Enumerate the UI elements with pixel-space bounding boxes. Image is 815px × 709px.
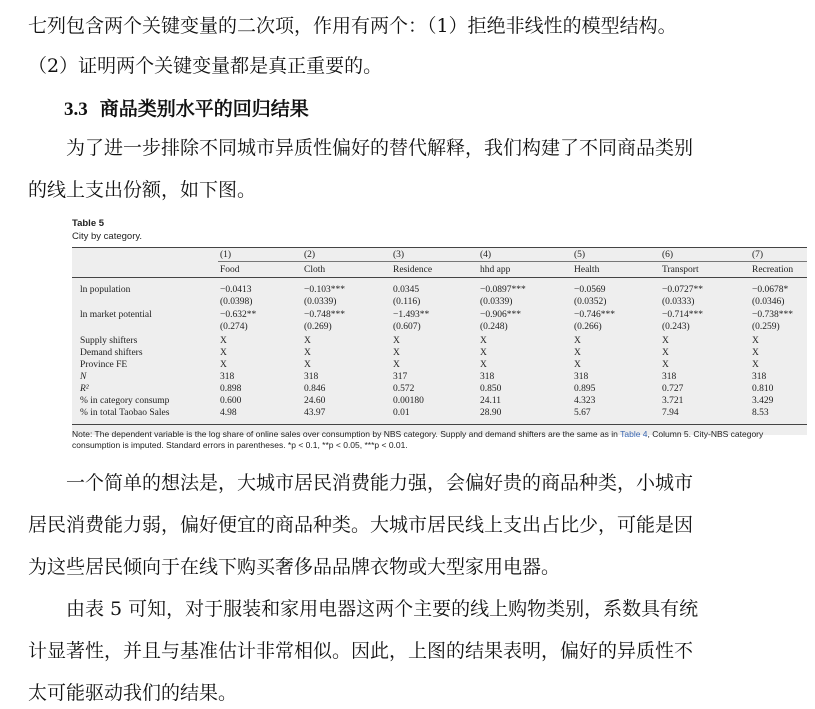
table-rule-bottom [72, 424, 807, 425]
table-cell: (0.0339) [304, 297, 337, 307]
table-cell: −0.746*** [574, 310, 615, 320]
paragraph-line: 计显著性，并且与基准估计非常相似。因此，上图的结果表明，偏好的异质性不 [28, 640, 694, 662]
table-cell: X [574, 336, 581, 346]
table-cell: 7.94 [662, 408, 679, 418]
table-cell: 5.67 [574, 408, 591, 418]
table-cell: X [662, 348, 669, 358]
table-cell: (0.116) [393, 297, 421, 307]
table-cell: (0.0346) [752, 297, 785, 307]
table-cell: 43.97 [304, 408, 326, 418]
table-cell: −0.748*** [304, 310, 345, 320]
table-cell: 0.727 [662, 384, 684, 394]
table-cell: 0.572 [393, 384, 415, 394]
table-4-link[interactable]: Table 4 [620, 429, 648, 439]
table-cell: −0.0678* [752, 285, 789, 295]
table-cell: (0.607) [393, 322, 421, 332]
table-rule-header [72, 277, 807, 278]
table-subtitle: City by category. [72, 231, 143, 242]
column-number: (1) [220, 250, 232, 260]
section-number: 3.3 [64, 99, 88, 120]
table-cell: X [304, 360, 311, 370]
row-label: N [80, 372, 87, 382]
column-number: (5) [574, 250, 586, 260]
column-header: hhd app [480, 265, 511, 275]
table-cell: X [220, 348, 227, 358]
table-cell: (0.248) [480, 322, 508, 332]
table-cell: (0.269) [304, 322, 332, 332]
row-label: Supply shifters [80, 336, 138, 346]
table-cell: 8.53 [752, 408, 769, 418]
table-cell: 0.846 [304, 384, 326, 394]
table-cell: 0.00180 [393, 396, 424, 406]
column-header: Food [220, 265, 240, 275]
table-cell: X [752, 336, 759, 346]
row-label: ln market potential [80, 310, 152, 320]
table-cell: X [574, 348, 581, 358]
table-cell: −0.0413 [220, 285, 252, 295]
paragraph-line: 为了进一步排除不同城市异质性偏好的替代解释，我们构建了不同商品类别 [66, 137, 694, 159]
row-label: ln population [80, 285, 131, 295]
table-cell: 0.898 [220, 384, 242, 394]
table-cell: X [752, 348, 759, 358]
table-cell: 4.323 [574, 396, 596, 406]
row-label: Province FE [80, 360, 128, 370]
table-cell: (0.0333) [662, 297, 695, 307]
table-cell: X [662, 336, 669, 346]
table-note-text: , Column 5. City-NBS category consumption is imputed. Standard errors in parentheses. *p < 0.1, **p < 0.05, ***p < 0.01. [72, 429, 764, 450]
table-cell: X [304, 336, 311, 346]
column-number: (7) [752, 250, 764, 260]
paragraph-line: 七列包含两个关键变量的二次项，作用有两个：（1）拒绝非线性的模型结构。 [28, 15, 677, 37]
table-cell: X [304, 348, 311, 358]
paragraph-line: 为这些居民倾向于在线下购买奢侈品品牌衣物或大型家用电器。 [28, 556, 561, 578]
section-title: 商品类别水平的回归结果 [99, 98, 309, 120]
table-cell: X [393, 360, 400, 370]
table-cell: 0.810 [752, 384, 774, 394]
column-number: (6) [662, 250, 674, 260]
paragraph-line: 太可能驱动我们的结果。 [28, 682, 238, 704]
table-cell: 318 [662, 372, 677, 382]
row-label: R² [80, 384, 89, 394]
table-cell: (0.0398) [220, 297, 253, 307]
table-cell: X [752, 360, 759, 370]
table-cell: (0.259) [752, 322, 780, 332]
table-cell: 24.60 [304, 396, 326, 406]
table-cell: (0.0352) [574, 297, 607, 307]
table-cell: X [220, 360, 227, 370]
table-note-text: Note: The dependent variable is the log share of online sales over consumption by NBS category. Supply and demand shifters are the same as in [72, 429, 621, 439]
table-cell: (0.274) [220, 322, 248, 332]
table-cell: −0.738*** [752, 310, 793, 320]
table-cell: X [662, 360, 669, 370]
table-cell: 318 [480, 372, 495, 382]
table-rule-mid [218, 261, 807, 262]
table-body [72, 247, 807, 435]
row-label: % in category consump [80, 396, 170, 406]
column-header: Residence [393, 265, 433, 275]
table-cell: 0.01 [393, 408, 410, 418]
paragraph-line: 由表 5 可知，对于服装和家用电器这两个主要的线上购物类别，系数具有统 [66, 598, 699, 620]
table-cell: −0.632** [220, 310, 257, 320]
table-cell: 318 [304, 372, 319, 382]
row-label: Demand shifters [80, 348, 143, 358]
table-cell: −1.493** [393, 310, 430, 320]
table-cell: X [393, 348, 400, 358]
paragraph-line: 的线上支出份额，如下图。 [28, 179, 257, 201]
table-figure [72, 218, 807, 454]
table-cell: (0.266) [574, 322, 602, 332]
table-cell: −0.0897*** [480, 285, 526, 295]
paragraph-line: （2）证明两个关键变量都是真正重要的。 [28, 55, 383, 77]
table-cell: 0.600 [220, 396, 242, 406]
table-cell: X [480, 336, 487, 346]
table-cell: −0.0569 [574, 285, 606, 295]
table-cell: −0.103*** [304, 285, 345, 295]
table-cell: (0.243) [662, 322, 690, 332]
table-cell: 28.90 [480, 408, 502, 418]
table-cell: 0.850 [480, 384, 502, 394]
table-cell: 317 [393, 372, 408, 382]
table-cell: −0.906*** [480, 310, 521, 320]
table-cell: 4.98 [220, 408, 237, 418]
column-header: Health [574, 265, 600, 275]
column-header: Transport [662, 265, 699, 275]
column-number: (4) [480, 250, 492, 260]
table-cell: X [480, 360, 487, 370]
table-cell: 0.0345 [393, 285, 420, 295]
paragraph-line: 一个简单的想法是，大城市居民消费能力强，会偏好贵的商品种类，小城市 [66, 472, 694, 494]
table-cell: 318 [574, 372, 589, 382]
column-header: Cloth [304, 265, 326, 275]
table-cell: 24.11 [480, 396, 502, 406]
table-caption: Table 5 [72, 218, 105, 229]
table-cell: −0.0727** [662, 285, 703, 295]
column-number: (3) [393, 250, 405, 260]
table-cell: (0.0339) [480, 297, 513, 307]
table-cell: 3.429 [752, 396, 774, 406]
column-number: (2) [304, 250, 316, 260]
table-cell: X [480, 348, 487, 358]
column-header: Recreation [752, 265, 794, 275]
table-cell: 0.895 [574, 384, 596, 394]
table-cell: −0.714*** [662, 310, 703, 320]
table-rule-top [72, 247, 807, 248]
table-note [72, 429, 807, 451]
paragraph-line: 居民消费能力弱，偏好便宜的商品种类。大城市居民线上支出占比少，可能是因 [28, 514, 694, 536]
table-cell: X [574, 360, 581, 370]
table-cell: X [220, 336, 227, 346]
row-label: % in total Taobao Sales [80, 408, 170, 418]
section-heading [64, 94, 309, 121]
table-cell: 3.721 [662, 396, 684, 406]
table-cell: X [393, 336, 400, 346]
table-cell: 318 [752, 372, 767, 382]
table-cell: 318 [220, 372, 235, 382]
